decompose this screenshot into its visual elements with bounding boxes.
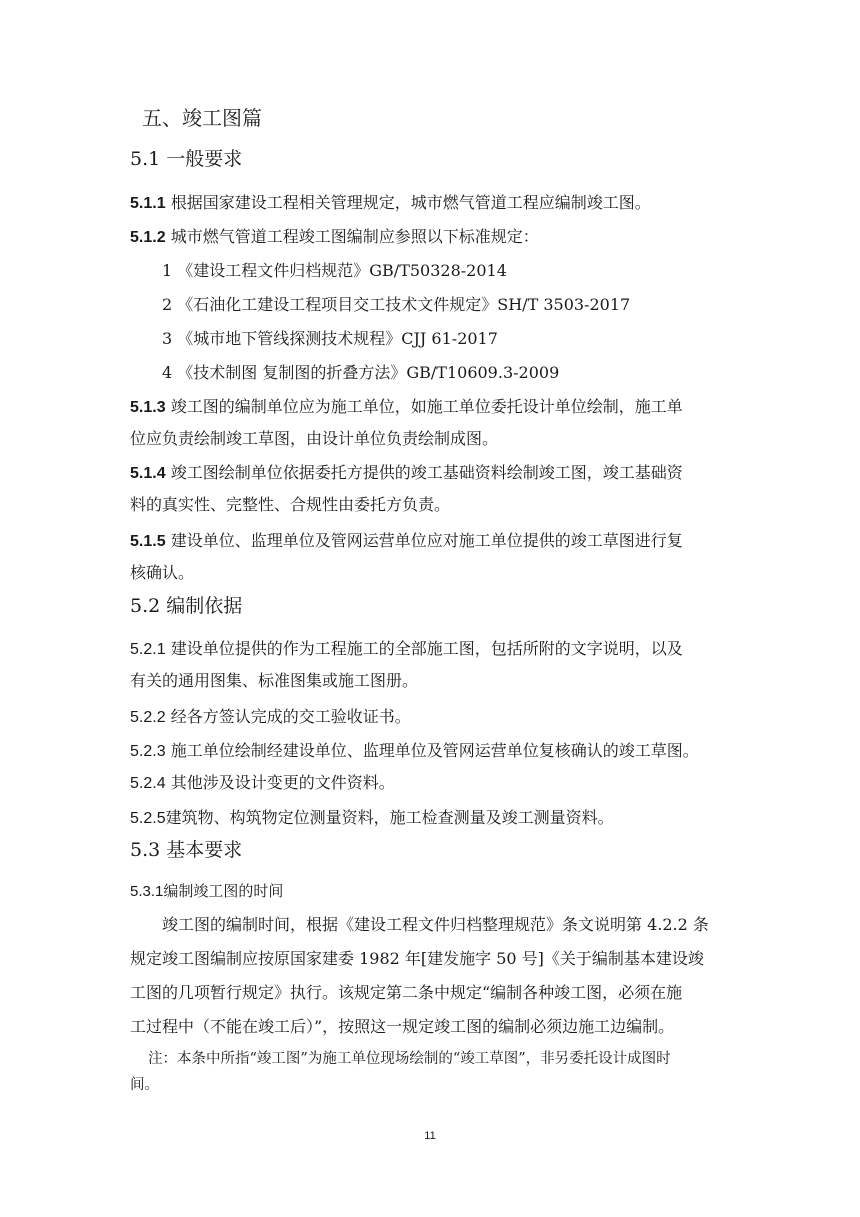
clause-5-1-5 <box>130 530 683 553</box>
clause-5-2-1 <box>130 638 683 661</box>
clause-5-1-4-line-2: 料的真实性、完整性、合规性由委托方负责。 <box>130 495 451 514</box>
clause-title: 编制竣工图的时间 <box>163 882 284 900</box>
clause-5-1-2 <box>130 226 539 249</box>
clause-5-1-4 <box>130 462 683 485</box>
clause-5-2-2 <box>130 706 411 729</box>
clause-text: 经各方签认完成的交工验收证书。 <box>170 707 411 726</box>
clause-5-2-1-line-2: 有关的通用图集、标准图集或施工图册。 <box>130 671 419 690</box>
clause-number: 5.2.3 <box>130 743 166 760</box>
clause-5-2-3 <box>130 740 699 763</box>
clause-number: 5.1.2 <box>130 229 166 246</box>
section-heading-5-1: 5.1 一般要求 <box>130 148 243 170</box>
clause-5-1-1 <box>130 192 651 215</box>
clause-number: 5.2.1 <box>130 641 166 658</box>
paragraph-line-4: 工过程中（不能在竣工后）”，按照这一规定竣工图的编制必须边施工边编制。 <box>130 1017 675 1036</box>
paragraph-line-2: 规定竣工图编制应按原国家建委 1982 年[建发施字 50 号]《关于编制基本建设竣 <box>130 949 704 968</box>
clause-5-1-5-line-2: 核确认。 <box>130 563 195 582</box>
clause-5-2-4 <box>130 772 395 795</box>
page-number: 11 <box>424 1130 436 1142</box>
clause-number: 5.1.3 <box>130 399 166 416</box>
clause-text: 竣工图的编制单位应为施工单位，如施工单位委托设计单位绘制，施工单 <box>170 397 683 416</box>
paragraph-line-1: 竣工图的编制时间，根据《建设工程文件归档整理规范》条文说明第 4.2.2 条 <box>162 915 709 934</box>
clause-5-2-5 <box>130 807 614 830</box>
section-heading-5-3: 5.3 基本要求 <box>130 839 243 861</box>
clause-number: 5.2.4 <box>130 775 166 792</box>
clause-number: 5.1.5 <box>130 533 166 550</box>
clause-number: 5.2.5 <box>130 810 166 827</box>
clause-number: 5.1.4 <box>130 465 166 482</box>
clause-text: 建设单位、监理单位及管网运营单位应对施工单位提供的竣工草图进行复 <box>170 531 683 550</box>
clause-number: 5.1.1 <box>130 195 166 212</box>
standard-item-4: 4 《技术制图 复制图的折叠方法》GB/T10609.3-2009 <box>162 363 560 382</box>
clause-text: 建设单位提供的作为工程施工的全部施工图，包括所附的文字说明，以及 <box>170 639 683 658</box>
clause-5-1-3 <box>130 396 683 419</box>
clause-text: 施工单位绘制经建设单位、监理单位及管网运营单位复核确认的竣工草图。 <box>170 741 699 760</box>
clause-5-1-3-line-2: 位应负责绘制竣工草图，由设计单位负责绘制成图。 <box>130 429 499 448</box>
note-line-1: 注：本条中所指“竣工图”为施工单位现场绘制的“竣工草图”，非另委托设计成图时 <box>148 1051 671 1067</box>
standard-item-1: 1 《建设工程文件归档规范》GB/T50328-2014 <box>162 261 507 280</box>
standard-item-3: 3 《城市地下管线探测技术规程》CJJ 61-2017 <box>162 329 498 348</box>
clause-text: 建筑物、构筑物定位测量资料，施工检查测量及竣工测量资料。 <box>165 808 614 827</box>
clause-number: 5.3.1 <box>130 883 164 900</box>
paragraph-line-3: 工图的几项暂行规定》执行。该规定第二条中规定“编制各种竣工图，必须在施 <box>130 983 683 1002</box>
clause-text: 根据国家建设工程相关管理规定，城市燃气管道工程应编制竣工图。 <box>170 193 651 212</box>
chapter-title: 五、竣工图篇 <box>142 106 262 130</box>
clause-text: 城市燃气管道工程竣工图编制应参照以下标准规定： <box>170 227 539 246</box>
note-line-2: 间。 <box>130 1077 159 1093</box>
clause-text: 其他涉及设计变更的文件资料。 <box>170 773 395 792</box>
section-heading-5-2: 5.2 编制依据 <box>130 595 243 617</box>
clause-text: 竣工图绘制单位依据委托方提供的竣工基础资料绘制竣工图，竣工基础资 <box>170 463 683 482</box>
clause-5-3-1 <box>130 880 283 903</box>
clause-number: 5.2.2 <box>130 709 166 726</box>
standard-item-2: 2 《石油化工建设工程项目交工技术文件规定》SH/T 3503-2017 <box>162 295 631 314</box>
